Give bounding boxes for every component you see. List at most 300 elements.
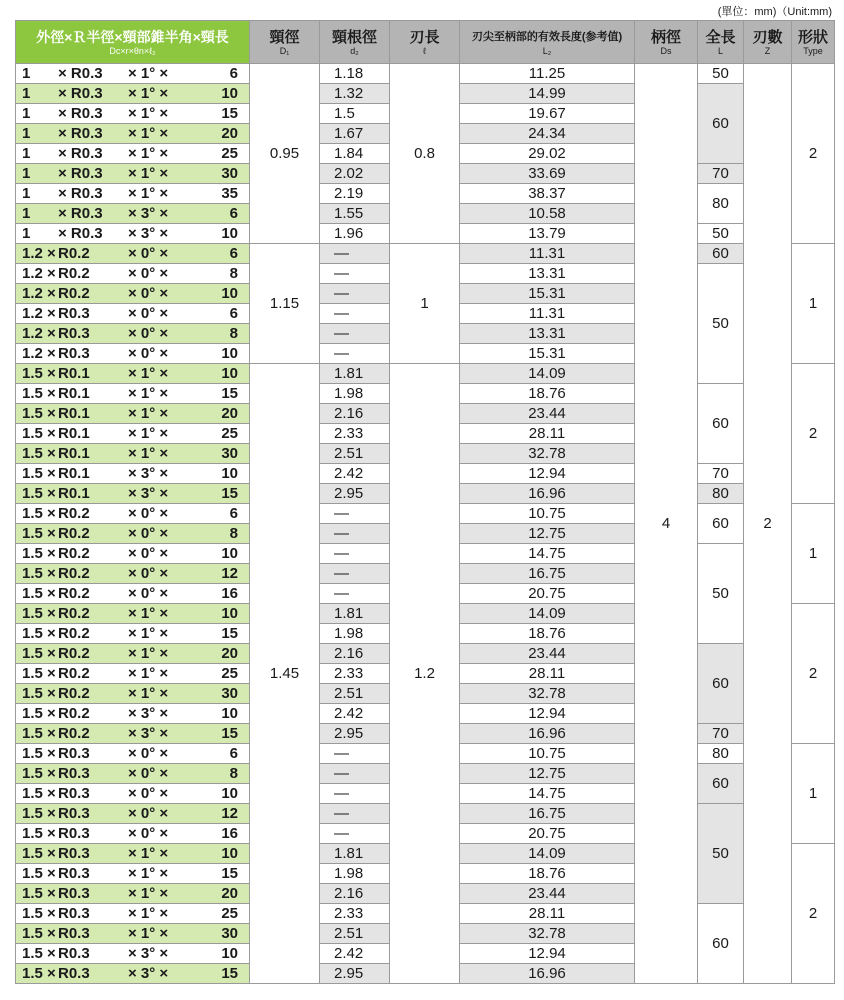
spec-dc: 1 (22, 64, 31, 82)
neck-root-diameter-cell: 1.55 (320, 204, 390, 224)
spec-radius: R0.1 (58, 384, 90, 402)
spec-angle: × 3° × (128, 204, 169, 222)
table-body (16, 64, 835, 984)
spec-dc: 1.5 × (22, 524, 56, 542)
spec-neck-length: 6 (229, 244, 238, 262)
spec-dc: 1.5 × (22, 944, 56, 962)
spec-cell (16, 964, 250, 984)
spec-table (15, 20, 835, 984)
spec-neck-length: 6 (229, 504, 238, 522)
spec-dc: 1.5 × (22, 624, 56, 642)
header-d1-title: 頸徑 (269, 28, 300, 46)
effective-length-cell: 18.76 (460, 624, 635, 644)
spec-angle: × 0° × (128, 544, 169, 562)
spec-neck-length: 15 (221, 104, 238, 122)
effective-length-cell: 18.76 (460, 384, 635, 404)
spec-dc: 1.2 × (22, 304, 56, 322)
neck-root-diameter-cell: — (320, 284, 390, 304)
spec-neck-length: 30 (221, 684, 238, 702)
spec-neck-length: 16 (221, 584, 238, 602)
spec-angle: × 1° × (128, 164, 169, 182)
effective-length-cell: 24.34 (460, 124, 635, 144)
effective-length-cell: 11.25 (460, 64, 635, 84)
spec-radius: × R0.3 (58, 104, 103, 122)
neck-root-diameter-cell: 1.98 (320, 864, 390, 884)
spec-angle: × 1° × (128, 144, 169, 162)
header-ds-title: 柄徑 (650, 28, 681, 46)
spec-angle: × 1° × (128, 64, 169, 82)
spec-radius: R0.2 (58, 284, 90, 302)
spec-cell (16, 904, 250, 924)
overall-length-cell: 60 (698, 244, 744, 264)
spec-radius: R0.1 (58, 444, 90, 462)
spec-dc: 1.5 × (22, 504, 56, 522)
neck-root-diameter-cell: 2.51 (320, 684, 390, 704)
effective-length-cell: 16.96 (460, 724, 635, 744)
neck-root-diameter-cell: — (320, 344, 390, 364)
neck-root-diameter-cell: — (320, 544, 390, 564)
spec-neck-length: 10 (221, 944, 238, 962)
spec-radius: R0.2 (58, 724, 90, 742)
spec-dc: 1.5 × (22, 864, 56, 882)
spec-neck-length: 10 (221, 604, 238, 622)
neck-root-diameter-cell: 2.19 (320, 184, 390, 204)
header-L-sub: L (717, 45, 723, 56)
spec-neck-length: 10 (221, 344, 238, 362)
flute-count-cell: 2 (744, 64, 792, 984)
spec-radius: R0.2 (58, 584, 90, 602)
effective-length-cell: 23.44 (460, 884, 635, 904)
overall-length-cell: 60 (698, 84, 744, 164)
neck-root-diameter-cell: 1.5 (320, 104, 390, 124)
spec-cell (16, 564, 250, 584)
spec-angle: × 1° × (128, 844, 169, 862)
effective-length-cell: 14.75 (460, 784, 635, 804)
spec-neck-length: 10 (221, 544, 238, 562)
spec-angle: × 3° × (128, 944, 169, 962)
effective-length-cell: 12.75 (460, 524, 635, 544)
effective-length-cell: 11.31 (460, 244, 635, 264)
header-row (16, 21, 835, 64)
spec-dc: 1.5 × (22, 424, 56, 442)
spec-angle: × 0° × (128, 344, 169, 362)
neck-root-diameter-cell: — (320, 324, 390, 344)
header-ds-sub: Ds (660, 45, 672, 56)
effective-length-cell: 15.31 (460, 344, 635, 364)
spec-neck-length: 35 (221, 184, 238, 202)
spec-radius: R0.2 (58, 664, 90, 682)
spec-cell (16, 744, 250, 764)
spec-cell (16, 924, 250, 944)
spec-angle: × 3° × (128, 724, 169, 742)
spec-cell (16, 184, 250, 204)
spec-angle: × 3° × (128, 704, 169, 722)
neck-diameter-cell: 0.95 (250, 64, 320, 244)
neck-root-diameter-cell: — (320, 784, 390, 804)
spec-radius: × R0.3 (58, 144, 103, 162)
spec-dc: 1 (22, 124, 31, 142)
spec-dc: 1.5 × (22, 844, 56, 862)
spec-dc: 1.5 × (22, 384, 56, 402)
spec-neck-length: 8 (229, 524, 238, 542)
spec-neck-length: 30 (221, 924, 238, 942)
spec-neck-length: 20 (221, 884, 238, 902)
header-flute-length (390, 21, 460, 64)
effective-length-cell: 29.02 (460, 144, 635, 164)
spec-dc: 1 (22, 144, 31, 162)
header-l-title: 刃長 (409, 28, 440, 46)
neck-root-diameter-cell: 1.96 (320, 224, 390, 244)
neck-root-diameter-cell: 2.51 (320, 444, 390, 464)
effective-length-cell: 11.31 (460, 304, 635, 324)
spec-neck-length: 10 (221, 464, 238, 482)
neck-root-diameter-cell: 1.84 (320, 144, 390, 164)
effective-length-cell: 16.75 (460, 804, 635, 824)
overall-length-cell: 60 (698, 764, 744, 804)
neck-root-diameter-cell: — (320, 304, 390, 324)
spec-dc: 1.5 × (22, 704, 56, 722)
spec-radius: × R0.3 (58, 164, 103, 182)
spec-angle: × 0° × (128, 264, 169, 282)
table-row (16, 64, 835, 84)
flute-length-cell: 1 (390, 244, 460, 364)
spec-dc: 1.5 × (22, 764, 56, 782)
neck-root-diameter-cell: 2.33 (320, 904, 390, 924)
spec-radius: R0.2 (58, 564, 90, 582)
spec-angle: × 1° × (128, 604, 169, 622)
spec-angle: × 0° × (128, 524, 169, 542)
overall-length-cell: 80 (698, 184, 744, 224)
spec-cell (16, 704, 250, 724)
spec-neck-length: 15 (221, 964, 238, 982)
neck-root-diameter-cell: 1.18 (320, 64, 390, 84)
overall-length-cell: 60 (698, 644, 744, 724)
spec-cell (16, 124, 250, 144)
spec-neck-length: 25 (221, 144, 238, 162)
effective-length-cell: 13.31 (460, 324, 635, 344)
type-cell: 2 (792, 364, 835, 504)
spec-dc: 1.5 × (22, 964, 56, 982)
spec-angle: × 0° × (128, 304, 169, 322)
spec-cell (16, 284, 250, 304)
spec-radius: R0.3 (58, 324, 90, 342)
effective-length-cell: 32.78 (460, 684, 635, 704)
spec-neck-length: 10 (221, 284, 238, 302)
spec-dc: 1.5 × (22, 644, 56, 662)
spec-cell (16, 624, 250, 644)
spec-radius: R0.2 (58, 264, 90, 282)
spec-angle: × 1° × (128, 664, 169, 682)
header-spec (16, 21, 250, 64)
spec-radius: R0.3 (58, 804, 90, 822)
spec-radius: R0.3 (58, 884, 90, 902)
spec-cell (16, 784, 250, 804)
effective-length-cell: 33.69 (460, 164, 635, 184)
effective-length-cell: 10.75 (460, 504, 635, 524)
header-l2-title: 刃尖至柄部的有效長度(参考值) (471, 30, 623, 43)
spec-cell (16, 244, 250, 264)
spec-dc: 1.5 × (22, 444, 56, 462)
spec-radius: × R0.3 (58, 124, 103, 142)
overall-length-cell: 80 (698, 744, 744, 764)
spec-neck-length: 15 (221, 724, 238, 742)
header-type-title: 形狀 (797, 28, 828, 46)
neck-root-diameter-cell: 2.95 (320, 964, 390, 984)
spec-neck-length: 10 (221, 224, 238, 242)
spec-radius: R0.1 (58, 364, 90, 382)
spec-neck-length: 8 (229, 324, 238, 342)
effective-length-cell: 20.75 (460, 824, 635, 844)
spec-radius: R0.2 (58, 624, 90, 642)
spec-angle: × 1° × (128, 104, 169, 122)
spec-angle: × 1° × (128, 364, 169, 382)
spec-cell (16, 324, 250, 344)
neck-root-diameter-cell: 1.98 (320, 384, 390, 404)
spec-radius: R0.3 (58, 824, 90, 842)
neck-root-diameter-cell: 1.81 (320, 364, 390, 384)
overall-length-cell: 50 (698, 264, 744, 384)
spec-angle: × 3° × (128, 224, 169, 242)
neck-root-diameter-cell: — (320, 804, 390, 824)
spec-neck-length: 8 (229, 264, 238, 282)
spec-radius: R0.1 (58, 464, 90, 482)
spec-radius: R0.3 (58, 784, 90, 802)
spec-angle: × 0° × (128, 284, 169, 302)
neck-root-diameter-cell: — (320, 504, 390, 524)
overall-length-cell: 80 (698, 484, 744, 504)
spec-neck-length: 12 (221, 804, 238, 822)
header-spec-sub: Dc×r×θn×ℓ₂ (109, 45, 156, 56)
spec-neck-length: 10 (221, 364, 238, 382)
spec-dc: 1.5 × (22, 724, 56, 742)
shank-diameter-cell: 4 (635, 64, 698, 984)
spec-cell (16, 444, 250, 464)
spec-cell (16, 684, 250, 704)
spec-dc: 1.5 × (22, 484, 56, 502)
spec-neck-length: 30 (221, 164, 238, 182)
neck-root-diameter-cell: 1.67 (320, 124, 390, 144)
spec-cell (16, 204, 250, 224)
spec-radius: R0.3 (58, 964, 90, 982)
spec-angle: × 1° × (128, 904, 169, 922)
spec-angle: × 0° × (128, 584, 169, 602)
spec-angle: × 1° × (128, 84, 169, 102)
spec-dc: 1.5 × (22, 564, 56, 582)
flute-length-cell: 0.8 (390, 64, 460, 244)
spec-dc: 1.5 × (22, 904, 56, 922)
spec-angle: × 0° × (128, 244, 169, 262)
spec-dc: 1.2 × (22, 284, 56, 302)
spec-neck-length: 6 (229, 304, 238, 322)
spec-dc: 1.5 × (22, 404, 56, 422)
spec-angle: × 0° × (128, 744, 169, 762)
spec-cell (16, 104, 250, 124)
spec-angle: × 0° × (128, 504, 169, 522)
overall-length-cell: 70 (698, 164, 744, 184)
spec-neck-length: 15 (221, 384, 238, 402)
neck-root-diameter-cell: — (320, 524, 390, 544)
spec-dc: 1.2 × (22, 264, 56, 282)
spec-angle: × 0° × (128, 824, 169, 842)
type-cell: 1 (792, 744, 835, 844)
overall-length-cell: 50 (698, 544, 744, 644)
spec-angle: × 1° × (128, 424, 169, 442)
neck-root-diameter-cell: — (320, 564, 390, 584)
spec-neck-length: 10 (221, 784, 238, 802)
header-z-title: 刃數 (752, 28, 783, 46)
type-cell: 1 (792, 504, 835, 604)
spec-angle: × 3° × (128, 464, 169, 482)
spec-radius: R0.3 (58, 904, 90, 922)
spec-neck-length: 6 (229, 64, 238, 82)
spec-radius: R0.3 (58, 864, 90, 882)
neck-root-diameter-cell: 2.42 (320, 704, 390, 724)
neck-root-diameter-cell: 2.42 (320, 464, 390, 484)
header-L-title: 全長 (705, 28, 736, 46)
spec-angle: × 1° × (128, 624, 169, 642)
effective-length-cell: 32.78 (460, 444, 635, 464)
spec-cell (16, 884, 250, 904)
effective-length-cell: 38.37 (460, 184, 635, 204)
header-d2-title: 頸根徑 (331, 28, 377, 46)
spec-radius: R0.1 (58, 424, 90, 442)
header-type (792, 21, 835, 64)
spec-radius: R0.3 (58, 944, 90, 962)
spec-angle: × 1° × (128, 864, 169, 882)
spec-cell (16, 144, 250, 164)
effective-length-cell: 14.09 (460, 844, 635, 864)
spec-radius: R0.2 (58, 704, 90, 722)
spec-dc: 1.5 × (22, 884, 56, 902)
effective-length-cell: 32.78 (460, 924, 635, 944)
effective-length-cell: 15.31 (460, 284, 635, 304)
spec-cell (16, 944, 250, 964)
spec-angle: × 1° × (128, 124, 169, 142)
header-shank-diameter (635, 21, 698, 64)
spec-radius: R0.2 (58, 544, 90, 562)
neck-root-diameter-cell: — (320, 744, 390, 764)
neck-root-diameter-cell: — (320, 264, 390, 284)
header-d2-sub: d₂ (350, 45, 359, 56)
overall-length-cell: 50 (698, 64, 744, 84)
spec-dc: 1.2 × (22, 244, 56, 262)
spec-neck-length: 15 (221, 484, 238, 502)
spec-angle: × 1° × (128, 444, 169, 462)
spec-dc: 1.5 × (22, 924, 56, 942)
spec-radius: × R0.3 (58, 204, 103, 222)
neck-root-diameter-cell: 1.32 (320, 84, 390, 104)
effective-length-cell: 14.09 (460, 604, 635, 624)
effective-length-cell: 10.58 (460, 204, 635, 224)
neck-root-diameter-cell: — (320, 764, 390, 784)
spec-cell (16, 544, 250, 564)
effective-length-cell: 12.94 (460, 464, 635, 484)
header-d1-sub: D₁ (279, 45, 290, 56)
spec-dc: 1.5 × (22, 664, 56, 682)
effective-length-cell: 20.75 (460, 584, 635, 604)
spec-cell (16, 84, 250, 104)
spec-dc: 1 (22, 184, 31, 202)
spec-angle: × 1° × (128, 404, 169, 422)
spec-angle: × 3° × (128, 964, 169, 982)
spec-radius: R0.3 (58, 844, 90, 862)
spec-dc: 1.2 × (22, 344, 56, 362)
effective-length-cell: 10.75 (460, 744, 635, 764)
spec-cell (16, 724, 250, 744)
spec-neck-length: 25 (221, 904, 238, 922)
spec-radius: R0.2 (58, 244, 90, 262)
spec-neck-length: 6 (229, 204, 238, 222)
spec-dc: 1.2 × (22, 324, 56, 342)
neck-diameter-cell: 1.45 (250, 364, 320, 984)
neck-root-diameter-cell: 2.16 (320, 404, 390, 424)
spec-radius: × R0.3 (58, 64, 103, 82)
spec-cell (16, 224, 250, 244)
spec-radius: R0.3 (58, 924, 90, 942)
type-cell: 2 (792, 604, 835, 744)
type-cell: 2 (792, 844, 835, 984)
effective-length-cell: 14.09 (460, 364, 635, 384)
spec-cell (16, 524, 250, 544)
spec-neck-length: 20 (221, 404, 238, 422)
spec-cell (16, 844, 250, 864)
neck-root-diameter-cell: 1.98 (320, 624, 390, 644)
spec-radius: R0.3 (58, 744, 90, 762)
overall-length-cell: 70 (698, 464, 744, 484)
spec-cell (16, 464, 250, 484)
spec-neck-length: 10 (221, 704, 238, 722)
neck-root-diameter-cell: — (320, 584, 390, 604)
spec-angle: × 3° × (128, 484, 169, 502)
spec-neck-length: 10 (221, 84, 238, 102)
neck-root-diameter-cell: 2.02 (320, 164, 390, 184)
spec-cell (16, 804, 250, 824)
overall-length-cell: 60 (698, 904, 744, 984)
type-cell: 2 (792, 64, 835, 244)
neck-root-diameter-cell: 2.42 (320, 944, 390, 964)
overall-length-cell: 50 (698, 224, 744, 244)
neck-root-diameter-cell: 2.16 (320, 644, 390, 664)
spec-neck-length: 8 (229, 764, 238, 782)
overall-length-cell: 60 (698, 384, 744, 464)
spec-cell (16, 824, 250, 844)
spec-cell (16, 364, 250, 384)
neck-root-diameter-cell: — (320, 244, 390, 264)
spec-dc: 1.5 × (22, 744, 56, 762)
spec-angle: × 0° × (128, 324, 169, 342)
header-flute-count (744, 21, 792, 64)
spec-cell (16, 584, 250, 604)
neck-root-diameter-cell: 2.95 (320, 724, 390, 744)
spec-radius: R0.3 (58, 304, 90, 322)
spec-radius: R0.1 (58, 484, 90, 502)
spec-radius: R0.2 (58, 644, 90, 662)
spec-angle: × 1° × (128, 884, 169, 902)
header-z-sub: Z (764, 45, 771, 56)
spec-cell (16, 64, 250, 84)
header-type-sub: Type (803, 45, 823, 56)
effective-length-cell: 14.75 (460, 544, 635, 564)
header-neck-root-diameter (320, 21, 390, 64)
effective-length-cell: 16.75 (460, 564, 635, 584)
spec-dc: 1.5 × (22, 804, 56, 822)
spec-dc: 1.5 × (22, 684, 56, 702)
spec-dc: 1.5 × (22, 544, 56, 562)
spec-neck-length: 25 (221, 664, 238, 682)
effective-length-cell: 28.11 (460, 424, 635, 444)
effective-length-cell: 19.67 (460, 104, 635, 124)
spec-neck-length: 6 (229, 744, 238, 762)
